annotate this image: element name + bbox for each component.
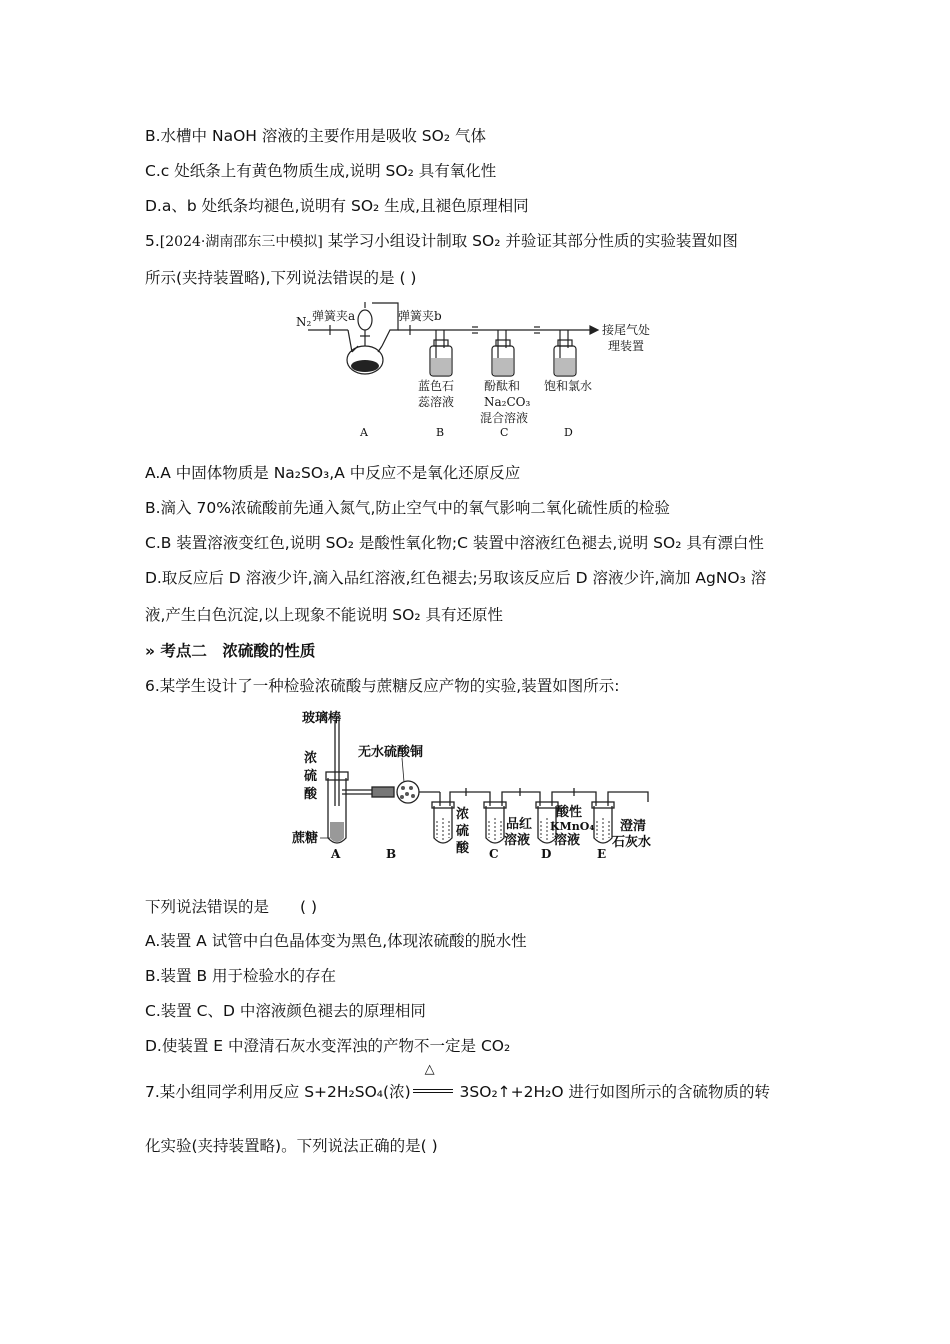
- q4-option-b: B.水槽中 NaOH 溶液的主要作用是吸收 SO₂ 气体: [145, 127, 486, 145]
- q6-fig-label-e: E: [597, 847, 607, 861]
- q5-fig-n2-label: N₂: [296, 315, 312, 329]
- q5-fig-b-liquid-1: 蓝色石: [418, 379, 455, 393]
- q5-option-d-line1: D.取反应后 D 溶液少许,滴入品红溶液,红色褪去;另取该反应后 D 溶液少许,滴加 AgNO₃ 溶: [145, 569, 767, 587]
- q5-option-a: A.A 中固体物质是 Na₂SO₃,A 中反应不是氧化还原反应: [145, 464, 521, 482]
- q6-fig-label-d: D: [541, 847, 552, 861]
- q6-fig-pinhong-1: 品红: [506, 817, 533, 832]
- q6-fig-label-a: A: [331, 847, 341, 861]
- q6-fig-limewater-1: 澄清: [620, 819, 647, 834]
- q5-fig-label-b: B: [436, 426, 445, 439]
- q6-fig-label-b: B: [386, 847, 397, 861]
- q6-stem: 6.某学生设计了一种检验浓硫酸与蔗糖反应产物的实验,装置如图所示:: [145, 677, 620, 695]
- q6-apparatus-figure: [290, 706, 665, 864]
- q7-heat-triangle-icon: △: [424, 1062, 435, 1077]
- q7-stem-line2: 化实验(夹持装置略)。下列说法正确的是( ): [145, 1137, 438, 1155]
- q6-option-d: D.使装置 E 中澄清石灰水变浑浊的产物不一定是 CO₂: [145, 1037, 511, 1055]
- q7-reaction-condition: [411, 1062, 455, 1102]
- q6-option-a: A.装置 A 试管中白色晶体变为黑色,体现浓硫酸的脱水性: [145, 932, 527, 950]
- q5-fig-label-c: C: [500, 426, 509, 439]
- q5-fig-c-liquid-3: 混合溶液: [480, 411, 529, 425]
- q6-fig-kmno4-3: 溶液: [554, 833, 581, 848]
- q5-fig-clip-a-label: 弹簧夹a: [312, 309, 356, 323]
- q5-source: [2024·湖南邵东三中模拟]: [159, 234, 323, 250]
- q5-option-b: B.滴入 70%浓硫酸前先通入氮气,防止空气中的氧气影响二氧化硫性质的检验: [145, 499, 670, 517]
- q5-fig-c-liquid-1: 酚酞和: [484, 379, 521, 393]
- q6-fig-acid-c-1: 浓: [456, 807, 470, 822]
- q5-option-d-line2: 液,产生白色沉淀,以上现象不能说明 SO₂ 具有还原性: [145, 606, 503, 624]
- q4-option-d: D.a、b 处纸条均褪色,说明有 SO₂ 生成,且褪色原理相同: [145, 197, 529, 215]
- q6-option-b: B.装置 B 用于检验水的存在: [145, 967, 337, 985]
- q6-fig-cuso4-label: 无水硫酸铜: [358, 745, 424, 760]
- q6-fig-acid-left-1: 浓: [304, 751, 318, 766]
- q5-fig-label-a: A: [360, 426, 368, 439]
- q6-fig-kmno4-1: 酸性: [556, 805, 583, 820]
- q6-option-c: C.装置 C、D 中溶液颜色褪去的原理相同: [145, 1002, 426, 1020]
- q5-number: 5.: [145, 232, 160, 250]
- q7-stem-line1: [145, 1062, 770, 1102]
- q5-stem-line1: [145, 231, 738, 252]
- q6-fig-acid-left-2: 硫: [304, 769, 318, 784]
- q6-fig-pinhong-2: 溶液: [504, 833, 531, 848]
- q5-fig-tail-label-2: 理装置: [608, 339, 645, 353]
- q5-fig-tail-label-1: 接尾气处: [602, 323, 651, 337]
- q5-fig-clip-b-label: 弹簧夹b: [398, 309, 442, 323]
- q5-stem-text: 某学习小组设计制取 SO₂ 并验证其部分性质的实验装置如图: [322, 232, 738, 250]
- q6-fig-rod-label: 玻璃棒: [302, 711, 342, 726]
- q5-fig-c-liquid-2: Na₂CO₃: [484, 395, 531, 409]
- q6-fig-acid-left-3: 酸: [304, 787, 318, 802]
- q7-stem-part-b: 3SO₂↑+2H₂O 进行如图所示的含硫物质的转: [454, 1083, 770, 1101]
- q6-fig-kmno4-2: KMnO₄: [550, 820, 595, 833]
- q6-fig-sugar-label: 蔗糖: [292, 831, 319, 846]
- q5-stem-line2: 所示(夹持装置略),下列说法错误的是 ( ): [145, 269, 417, 287]
- q5-option-c: C.B 装置溶液变红色,说明 SO₂ 是酸性氧化物;C 装置中溶液红色褪去,说明 SO₂ 具有漂白性: [145, 534, 764, 552]
- q6-fig-label-c: C: [489, 847, 499, 861]
- q5-apparatus-figure: [290, 300, 670, 445]
- q5-fig-b-liquid-2: 蕊溶液: [418, 395, 455, 409]
- section-chevron-icon: »: [145, 642, 156, 660]
- q5-fig-d-liquid: 饱和氯水: [544, 379, 593, 393]
- q7-stem-part-a: 7.某小组同学利用反应 S+2H₂SO₄(浓): [145, 1083, 411, 1101]
- section-title: 考点二 浓硫酸的性质: [160, 642, 316, 660]
- section-heading: [145, 641, 315, 661]
- q6-ask: 下列说法错误的是 ( ): [145, 898, 318, 916]
- q4-option-c: C.c 处纸条上有黄色物质生成,说明 SO₂ 具有氧化性: [145, 162, 497, 180]
- q6-fig-limewater-2: 石灰水: [612, 835, 652, 850]
- q6-fig-acid-c-3: 酸: [456, 841, 470, 856]
- q5-fig-label-d: D: [564, 426, 573, 439]
- q6-fig-acid-c-2: 硫: [456, 824, 470, 839]
